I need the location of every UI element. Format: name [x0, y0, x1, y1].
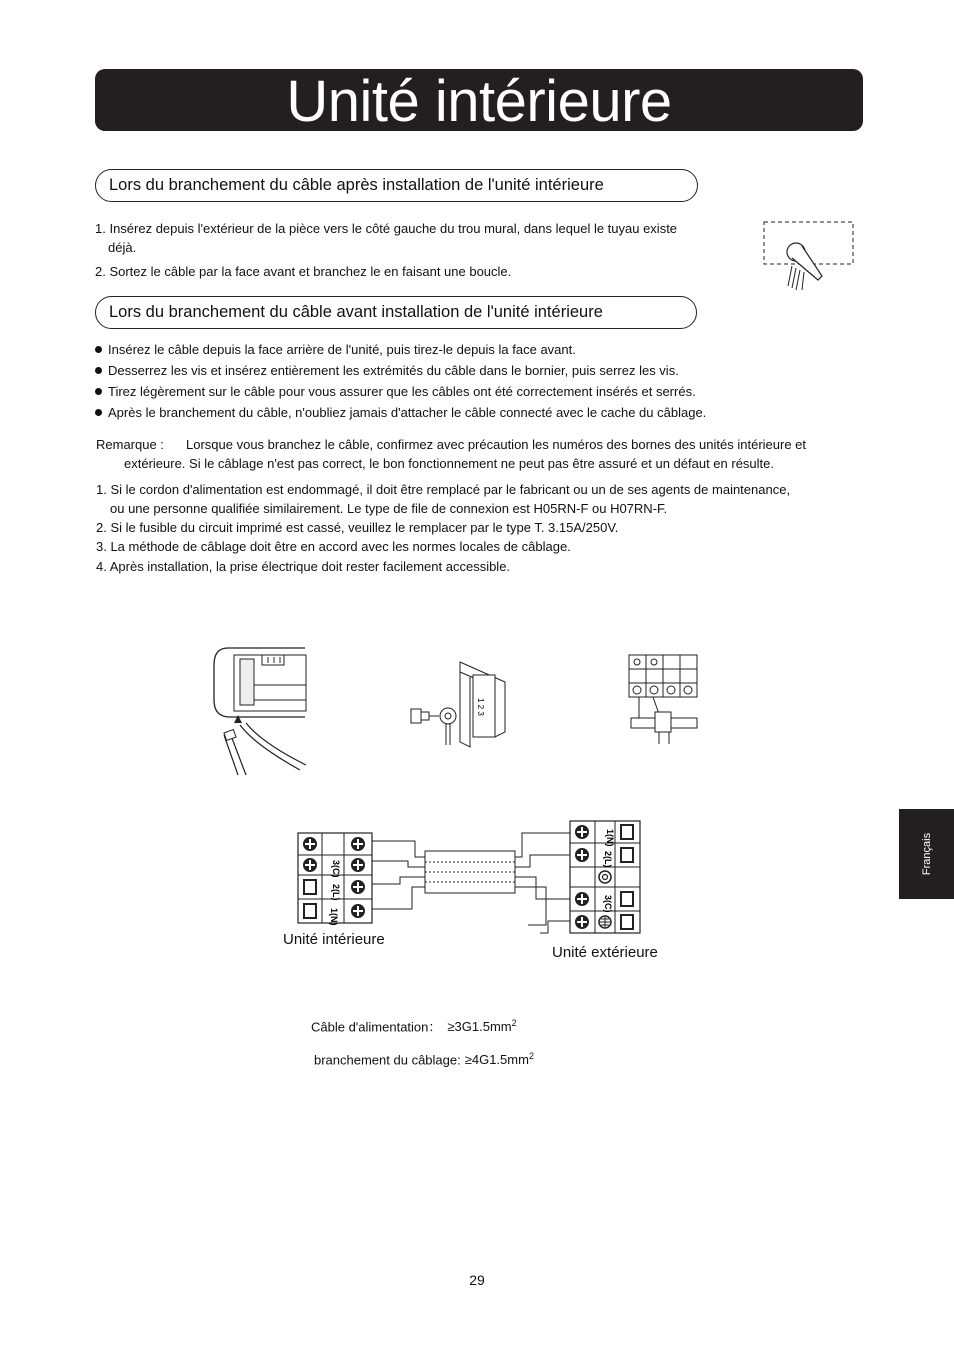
wiring-cable-sup: 2 — [528, 1051, 534, 1061]
wiring-cable-value: ≥4G1.5mm — [464, 1052, 529, 1068]
language-tab — [899, 809, 954, 899]
power-cable-label: Câble d'alimentation： — [311, 1019, 442, 1035]
outdoor-unit-label: Unité extérieure — [552, 944, 658, 961]
step-1-continued: déjà. — [108, 240, 137, 255]
svg-text:1 2 3: 1 2 3 — [476, 698, 485, 716]
indoor-terminal-1n: 1(N) — [329, 908, 339, 926]
outdoor-terminal-block — [570, 821, 640, 933]
indoor-terminal-block — [298, 833, 372, 926]
remark-line-2: extérieure. Si le câblage n'est pas correct, le bon fonctionnement ne peut pas être assuré et un défaut en résulte. — [124, 456, 774, 471]
indoor-unit-cable-illustration — [210, 645, 310, 780]
page-number: 29 — [469, 1272, 485, 1288]
section-heading-before-install: Lors du branchement du câble avant installation de l'unité intérieure — [95, 296, 697, 329]
power-cable-value: ≥3G1.5mm — [447, 1019, 512, 1035]
note-4: 4. Après installation, la prise électrique doit rester facilement accessible. — [96, 559, 511, 574]
language-tab-label: Français — [920, 832, 933, 876]
section-heading-after-install: Lors du branchement du câble après installation de l'unité intérieure — [95, 169, 698, 202]
step-2: 2. Sortez le câble par la face avant et branchez le en faisant une boucle. — [95, 264, 512, 279]
outdoor-terminal-1n: 1(N) — [605, 829, 615, 847]
power-cable-spec — [311, 1014, 517, 1036]
note-1: 1. Si le cordon d'alimentation est endommagé, il doit être remplacé par le fabricant ou un de ses agents de maintenance, — [96, 482, 791, 497]
remark-label: Remarque : — [96, 437, 164, 452]
terminal-block-clamp-illustration — [625, 652, 705, 747]
indoor-terminal-3c: 3(C) — [331, 860, 341, 878]
bullet-item: Après le branchement du câble, n'oubliez jamais d'attacher le câble connecté avec le cache du câblage. — [95, 403, 706, 422]
indoor-unit-label: Unité intérieure — [283, 931, 385, 948]
page-title: Unité intérieure — [95, 69, 863, 131]
bullet-item: Insérez le câble depuis la face arrière de l'unité, puis tirez-le depuis la face avant. — [95, 340, 576, 359]
wiring-cable-label: branchement du câblage: — [314, 1052, 461, 1068]
wiring-cable-spec — [314, 1047, 534, 1069]
wiring-diagram — [290, 815, 650, 935]
power-cable-sup: 2 — [511, 1018, 517, 1028]
note-1-continued: ou une personne qualifiée similairement. Le type de file de connexion est H05RN-F ou H07RN-F. — [110, 501, 668, 516]
wall-hole-illustration — [762, 220, 856, 292]
outdoor-terminal-2l: 2(L) — [603, 851, 613, 868]
outdoor-terminal-3c: 3(C) — [603, 895, 613, 913]
note-2: 2. Si le fusible du circuit imprimé est cassé, veuillez le remplacer par le type T. 3.15A/250V. — [96, 520, 619, 535]
indoor-terminal-2l: 2(L) — [331, 884, 341, 901]
note-3: 3. La méthode de câblage doit être en accord avec les normes locales de câblage. — [96, 539, 571, 554]
terminal-screw-illustration — [405, 657, 515, 752]
step-1: 1. Insérez depuis l'extérieur de la pièce vers le côté gauche du trou mural, dans lequel le tuyau existe — [95, 221, 678, 236]
remark-line-1: Lorsque vous branchez le câble, confirmez avec précaution les numéros des bornes des unités intérieure et — [186, 437, 807, 452]
bullet-item: Desserrez les vis et insérez entièrement les extrémités du câble dans le bornier, puis serrez les vis. — [95, 361, 679, 380]
bullet-item: Tirez légèrement sur le câble pour vous assurer que les câbles ont été correctement insérés et serrés. — [95, 382, 696, 401]
